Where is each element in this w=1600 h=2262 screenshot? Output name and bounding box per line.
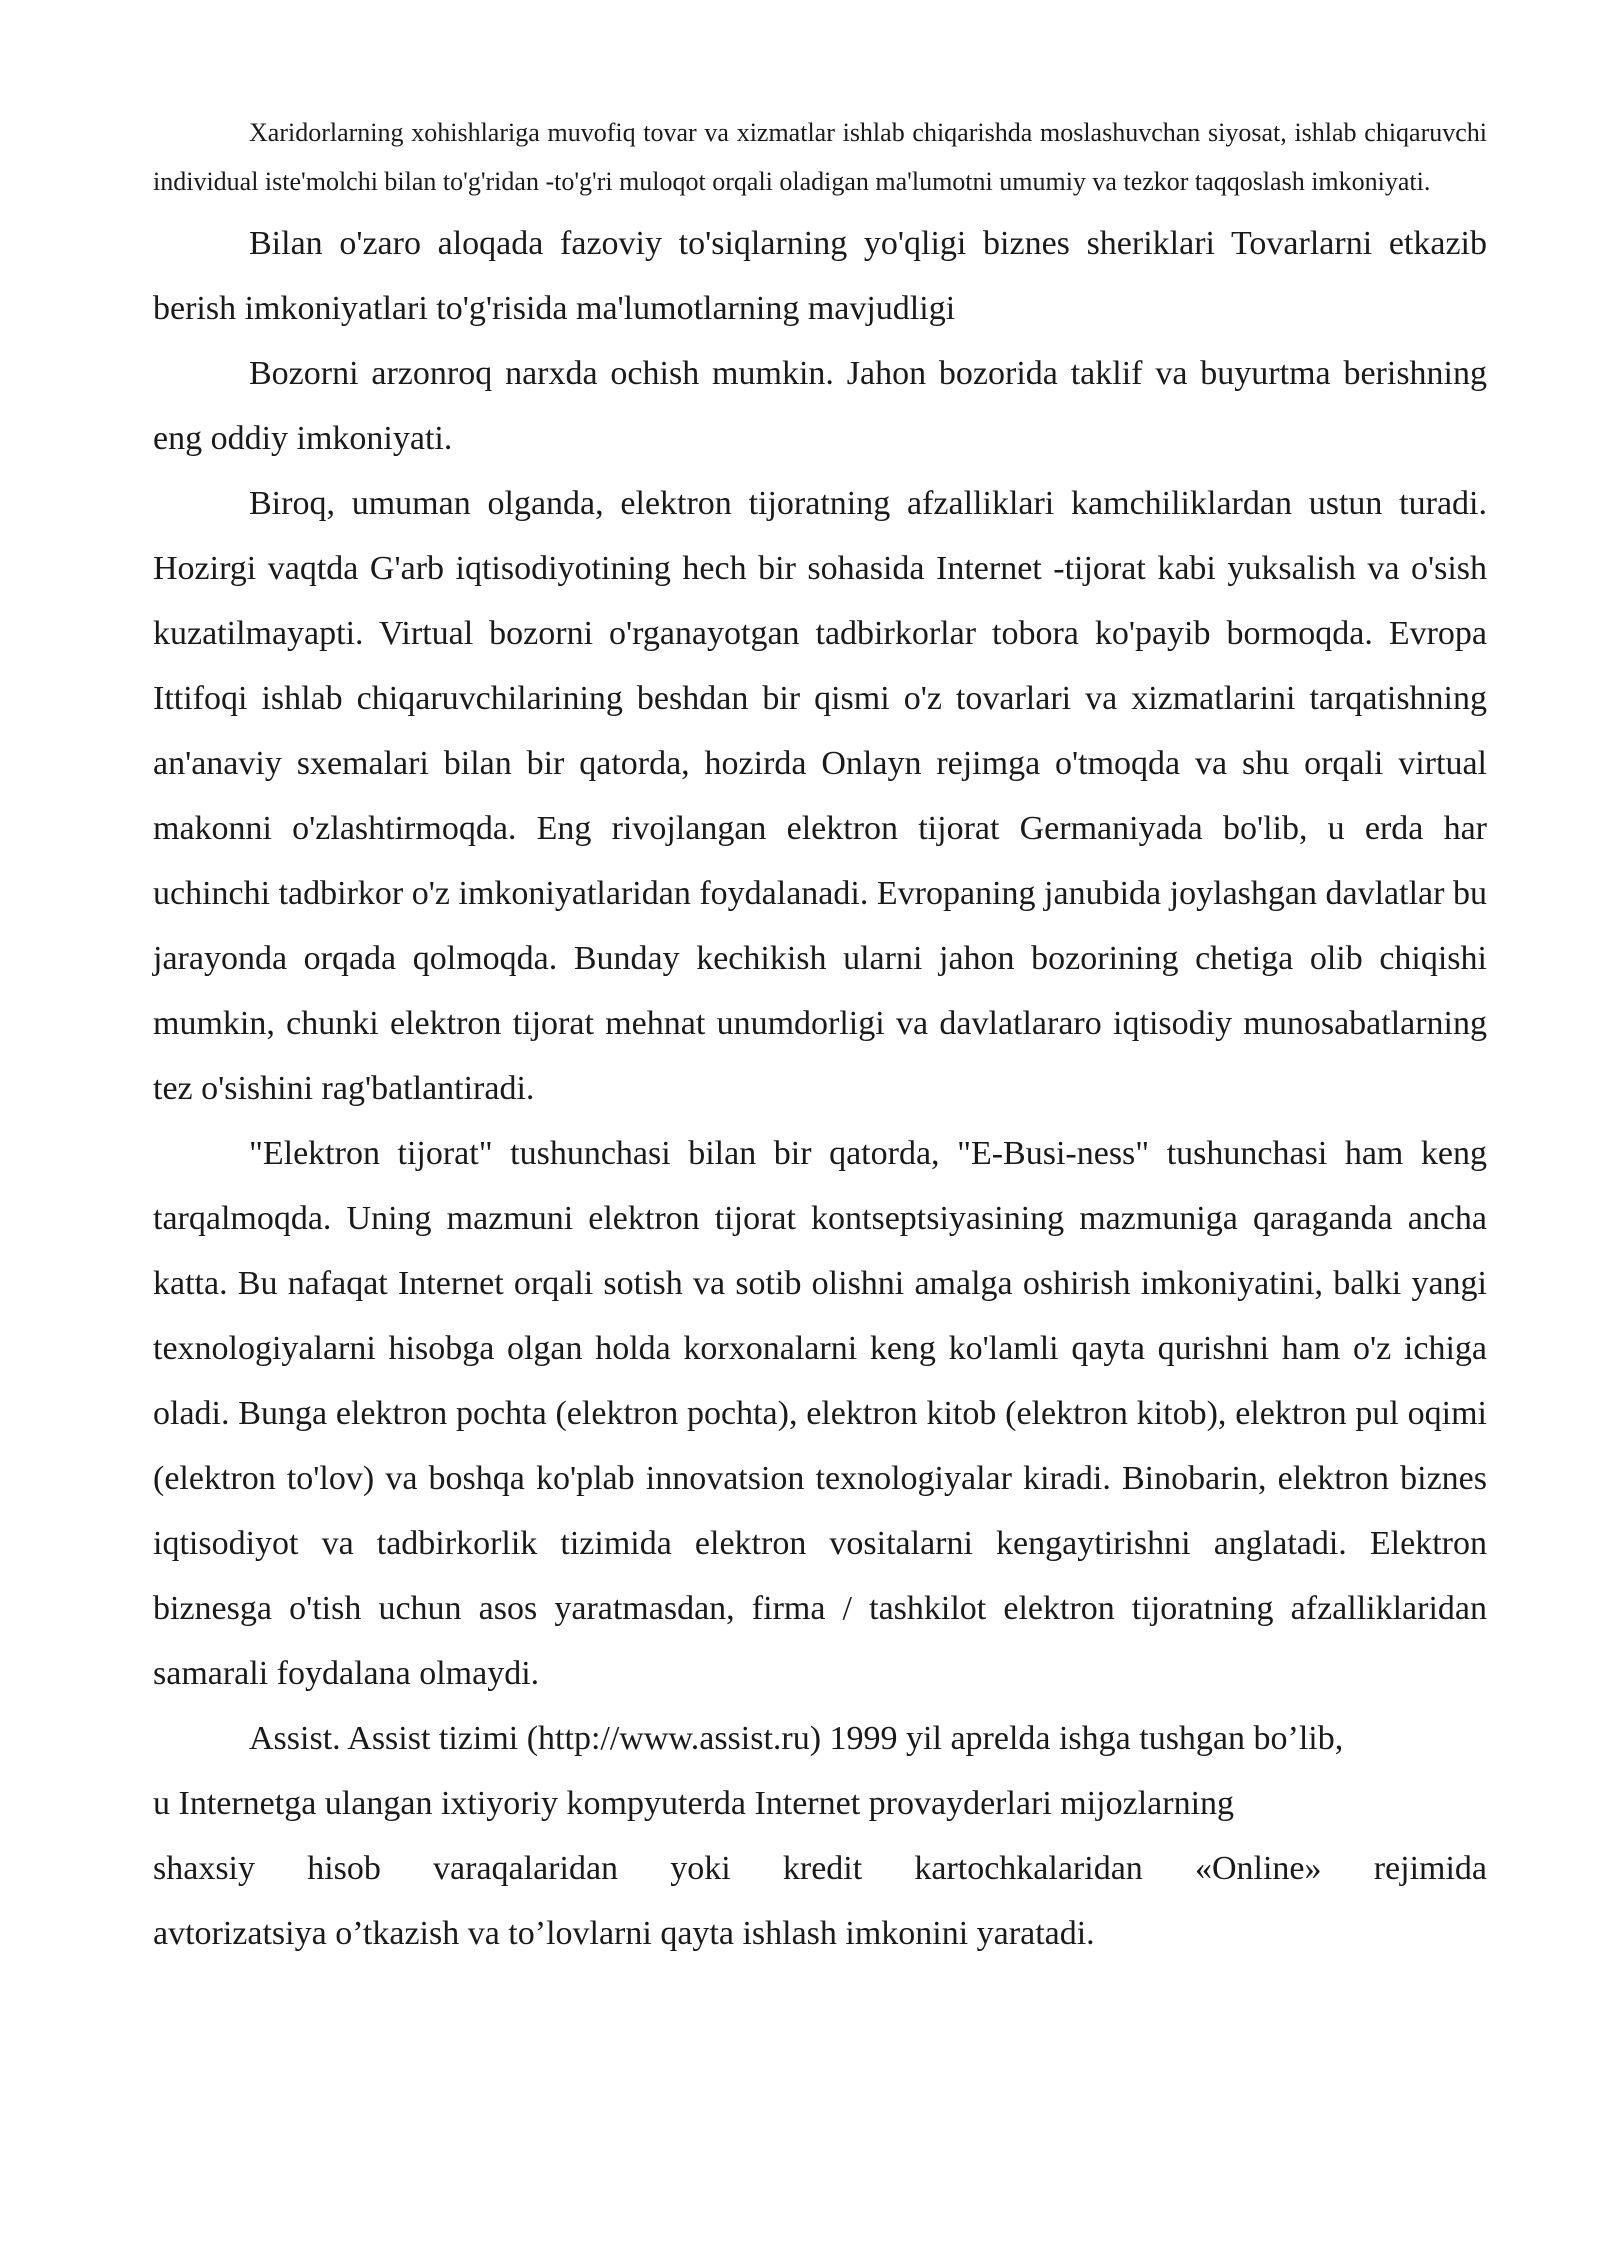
- paragraph-ebusiness: "Elektron tijorat" tushunchasi bilan bir qatorda, "E-Busi-ness" tushunchasi ham keng tarqalmoqda. Uning mazmuni elektron tijorat kontseptsiyasining mazmuniga qaraganda ancha katta. Bu nafaqat Internet orqali sotish va sotib olishni amalga oshirish imkoniyatini, balki yangi texnologiyalarni hisobga olgan holda korxonalarni keng ko'lamli qayta qurishni ham o'z ichiga oladi. Bunga elektron pochta (elektron pochta), elektron kitob (elektron kitob), elektron pul oqimi (elektron to'lov) va boshqa ko'plab innovatsion texnologiyalar kiradi. Binobarin, elektron biznes iqtisodiyot va tadbirkorlik tizimida elektron vositalarni kengaytirishni anglatadi. Elektron biznesga o'tish uchun asos yaratmasdan, firma / tashkilot elektron tijoratning afzalliklaridan samarali foydalana olmaydi.: [153, 1135, 1487, 1692]
- assist-line-4: avtorizatsiya o’tkazish va to’lovlarni qayta ishlash imkonini yaratadi.: [153, 1915, 1095, 1952]
- paragraph-spatial-barriers: Bilan o'zaro aloqada fazoviy to'siqlarning yo'qligi biznes sheriklari Tovarlarni etkazib berish imkoniyatlari to'g'risida ma'lumotlarning mavjudligi: [153, 225, 1487, 327]
- paragraph-assist: [153, 1706, 1487, 1966]
- paragraph-market-opening: Bozorni arzonroq narxda ochish mumkin. Jahon bozorida taklif va buyurtma berishning eng oddiy imkoniyati.: [153, 355, 1487, 457]
- paragraph-ecommerce-advantages: Biroq, umuman olganda, elektron tijoratning afzalliklari kamchiliklardan ustun turadi. Hozirgi vaqtda G'arb iqtisodiyotining hech bir sohasida Internet -tijorat kabi yuksalish va o'sish kuzatilmayapti. Virtual bozorni o'rganayotgan tadbirkorlar tobora ko'payib bormoqda. Evropa Ittifoqi ishlab chiqaruvchilarining beshdan bir qismi o'z tovarlari va xizmatlarini tarqatishning an'anaviy sxemalari bilan bir qatorda, hozirda Onlayn rejimga o'tmoqda va shu orqali virtual makonni o'zlashtirmoqda. Eng rivojlangan elektron tijorat Germaniyada bo'lib, u erda har uchinchi tadbirkor o'z imkoniyatlaridan foydalanadi. Evropaning janubida joylashgan davlatlar bu jarayonda orqada qolmoqda. Bunday kechikish ularni jahon bozorining chetiga olib chiqishi mumkin, chunki elektron tijorat mehnat unumdorligi va davlatlararo iqtisodiy munosabatlarning tez o'sishini rag'batlantiradi.: [153, 485, 1487, 1107]
- document-body: [153, 108, 1487, 1966]
- assist-line-2: u Internetga ulangan ixtiyoriy kompyuterda Internet provayderlari mijozlarning: [153, 1785, 1235, 1822]
- assist-line-3: shaxsiy hisob varaqalaridan yoki kredit kartochkalaridan «Online» rejimida: [153, 1850, 1487, 1887]
- assist-line-1: Assist. Assist tizimi (http://www.assist.ru) 1999 yil aprelda ishga tushgan bo’lib,: [249, 1720, 1344, 1757]
- paragraph-buyer-preferences: Xaridorlarning xohishlariga muvofiq tovar va xizmatlar ishlab chiqarishda moslashuvchan siyosat, ishlab chiqaruvchi individual iste'molchi bilan to'g'ridan -to'g'ri muloqot orqali oladigan ma'lumotni umumiy va tezkor taqqoslash imkoniyati.: [153, 118, 1487, 196]
